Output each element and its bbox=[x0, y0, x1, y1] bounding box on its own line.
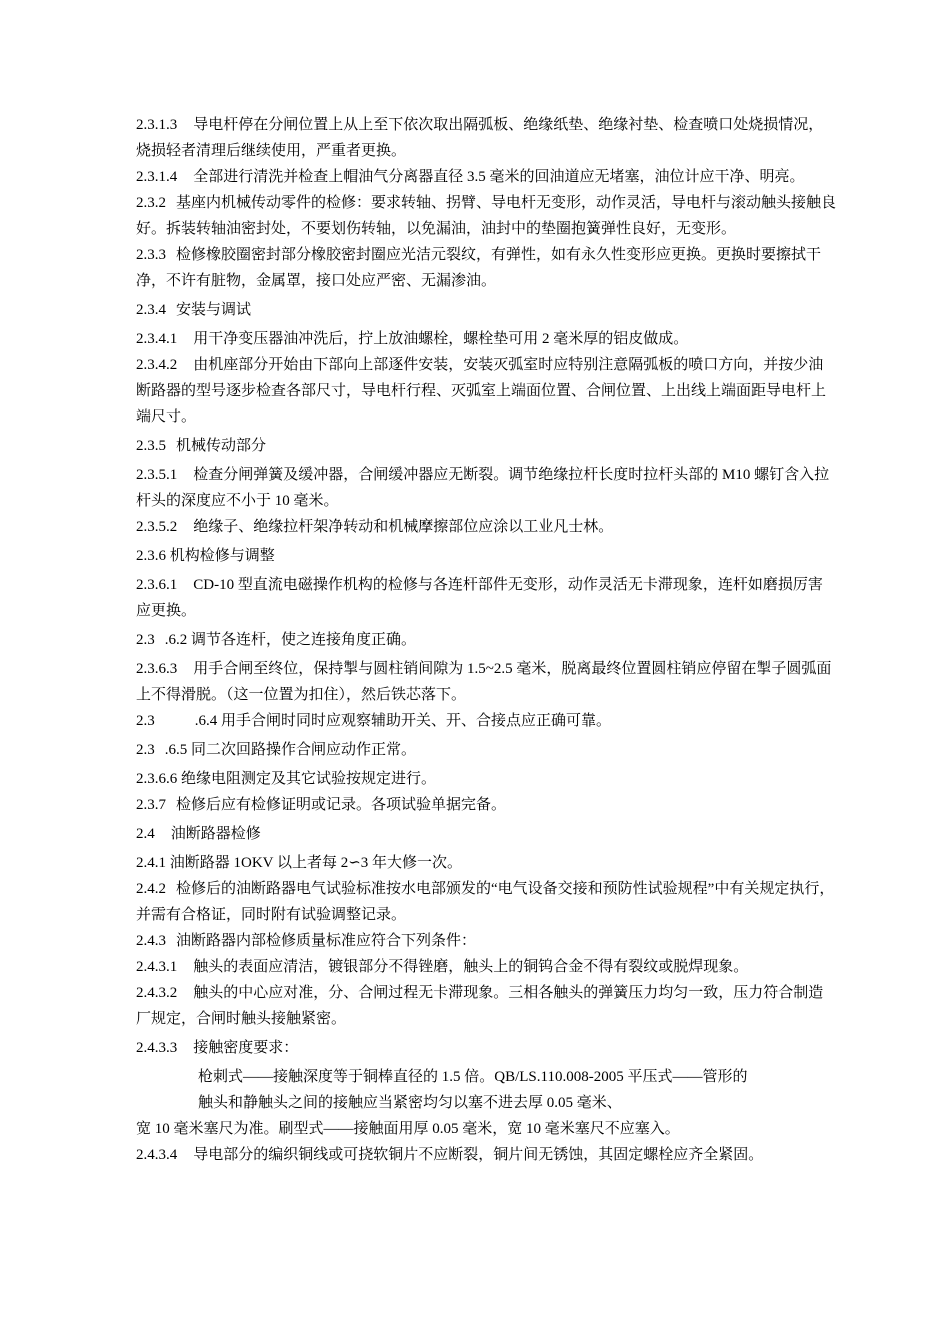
paragraph-text: 安装与调试 bbox=[176, 302, 252, 318]
paragraph bbox=[136, 627, 836, 653]
paragraph bbox=[136, 514, 836, 540]
section-number: 2.3.1.3 bbox=[136, 117, 178, 133]
indented-line: 触头和静触头之间的接触应当紧密均匀以塞不进去厚 0.05 毫米、 bbox=[198, 1095, 622, 1111]
section-number: 2.3.2 bbox=[136, 195, 166, 211]
section-number: 2.4.3.1 bbox=[136, 959, 178, 975]
paragraph bbox=[136, 792, 836, 818]
paragraph-text: 机械传动部分 bbox=[176, 438, 267, 454]
section-number: 2.3.5 bbox=[136, 438, 166, 454]
section-number: 2.3.5.2 bbox=[136, 519, 178, 535]
paragraph-text: 油断路器检修 bbox=[170, 826, 261, 842]
paragraph-text: 检修后的油断路器电气试验标准按水电部颁发的“电气设备交接和预防性试验规程”中有关规定执行，并需有合格证，同时附有试验调整记录。 bbox=[136, 881, 835, 923]
paragraph bbox=[136, 954, 836, 980]
paragraph bbox=[136, 850, 836, 876]
paragraph-text: 用干净变压器油冲洗后，拧上放油螺栓，螺栓垫可用 2 毫米厚的铝皮做成。 bbox=[193, 331, 689, 347]
paragraph bbox=[136, 928, 836, 954]
paragraph-text: 由机座部分开始由下部向上部逐件安装，安装灭弧室时应特别注意隔弧板的喷口方向，并按少油断路器的型号逐步检查各部尺寸，导电杆行程、灭弧室上端面位置、合闸位置、上出线上端面距导电杆上端尺寸。 bbox=[136, 357, 827, 425]
paragraph bbox=[136, 242, 836, 294]
paragraph bbox=[136, 164, 836, 190]
section-number: 2.3.6.1 bbox=[136, 577, 178, 593]
section-number: 2.4.3.3 bbox=[136, 1040, 178, 1056]
section-number: 2.4 bbox=[136, 826, 155, 842]
paragraph bbox=[136, 326, 836, 352]
paragraph bbox=[136, 462, 836, 514]
paragraph bbox=[136, 352, 836, 430]
paragraph bbox=[136, 737, 836, 763]
paragraph-text: 全部进行清洗并检查上帽油气分离器直径 3.5 毫米的回油道应无堵塞，油位计应干净、明亮。 bbox=[193, 169, 805, 185]
paragraph-text: 2.4.1 油断路器 1OKV 以上者每 2∽3 年大修一次。 bbox=[136, 855, 463, 871]
paragraph bbox=[136, 433, 836, 459]
section-number: 2.3.4.2 bbox=[136, 357, 178, 373]
paragraph-text: 2.3.6 机构检修与调整 bbox=[136, 548, 275, 564]
paragraph-text: 触头的中心应对准，分、合闸过程无卡滞现象。三相各触头的弹簧压力均匀一致，压力符合制造厂规定，合闸时触头接触紧密。 bbox=[136, 985, 824, 1027]
section-number: 2.3 bbox=[136, 713, 155, 729]
paragraph-text: 2.3.6.6 绝缘电阻测定及其它试验按规定进行。 bbox=[136, 771, 437, 787]
paragraph-text: 触头的表面应清洁，镀银部分不得锉磨，触头上的铜钨合金不得有裂纹或脱焊现象。 bbox=[193, 959, 749, 975]
section-number: 2.3.1.4 bbox=[136, 169, 178, 185]
section-number: 2.4.3 bbox=[136, 933, 166, 949]
section-number: 2.3.7 bbox=[136, 797, 166, 813]
paragraph-text: .6.4 用手合闸时同时应观察辅助开关、开、合接点应正确可靠。 bbox=[164, 713, 612, 729]
paragraph-text: 检修橡胶圈密封部分橡胶密封圈应光洁元裂纹，有弹性，如有永久性变形应更换。更换时要擦拭干净，不许有脏物，金属罩，接口处应严密、无漏渗油。 bbox=[136, 247, 822, 289]
paragraph bbox=[136, 708, 836, 734]
paragraph-text: 接触密度要求： bbox=[193, 1040, 299, 1056]
document-body bbox=[136, 112, 836, 1168]
paragraph-text: 导电部分的编织铜线或可挠软铜片不应断裂，铜片间无锈蚀，其固定螺栓应齐全紧固。 bbox=[193, 1147, 764, 1163]
paragraph-text: 基座内机械传动零件的检修：要求转轴、拐臂、导电杆无变形，动作灵活，导电杆与滚动触头接触良好。拆装转轴油密封处，不要划伤转轴，以免漏油，油封中的垫圈抱簧弹性良好，无变形。 bbox=[136, 195, 837, 237]
paragraph bbox=[136, 656, 836, 708]
paragraph-text: .6.5 同二次回路操作合闸应动作正常。 bbox=[164, 742, 417, 758]
paragraph bbox=[136, 1116, 836, 1142]
section-number: 2.4.2 bbox=[136, 881, 166, 897]
section-number: 2.3 bbox=[136, 632, 155, 648]
paragraph-text: 检修后应有检修证明或记录。各项试验单据完备。 bbox=[176, 797, 507, 813]
paragraph-text: 导电杆停在分闸位置上从上至下依次取出隔弧板、绝缘纸垫、绝缘衬垫、检查喷口处烧损情况，烧损轻者清理后继续使用，严重者更换。 bbox=[136, 117, 824, 159]
paragraph bbox=[136, 297, 836, 323]
paragraph-text: 用手合闸至终位，保持掣与圆柱销间隙为 1.5~2.5 毫米，脱离最终位置圆柱销应停留在掣子圆弧面上不得滑脱。（这一位置为扣住），然后铁芯落下。 bbox=[136, 661, 832, 703]
section-number: 2.3.5.1 bbox=[136, 467, 178, 483]
paragraph bbox=[136, 190, 836, 242]
paragraph bbox=[136, 766, 836, 792]
paragraph-text: 油断路器内部检修质量标准应符合下列条件： bbox=[176, 933, 477, 949]
paragraph bbox=[136, 1035, 836, 1061]
paragraph bbox=[136, 821, 836, 847]
paragraph-text: .6.2 调节各连杆，使之连接角度正确。 bbox=[164, 632, 417, 648]
indented-line: 枪刺式——接触深度等于铜棒直径的 1.5 倍。QB/LS.110.008-2005 平压式——管形的 bbox=[198, 1069, 748, 1085]
section-number: 2.4.3.4 bbox=[136, 1147, 178, 1163]
section-number: 2.3.4.1 bbox=[136, 331, 178, 347]
paragraph bbox=[136, 543, 836, 569]
section-number: 2.4.3.2 bbox=[136, 985, 178, 1001]
paragraph bbox=[136, 980, 836, 1032]
paragraph-text: CD-10 型直流电磁操作机构的检修与各连杆部件无变形，动作灵活无卡滞现象，连杆如磨损厉害应更换。 bbox=[136, 577, 823, 619]
paragraph bbox=[136, 112, 836, 164]
paragraph bbox=[136, 876, 836, 928]
paragraph bbox=[136, 1142, 836, 1168]
paragraph-text: 检查分闸弹簧及缓冲器，合闸缓冲器应无断裂。调节绝缘拉杆长度时拉杆头部的 M10 螺钉含入拉杆头的深度应不小于 10 毫米。 bbox=[136, 467, 830, 509]
section-number: 2.3.3 bbox=[136, 247, 166, 263]
section-number: 2.3.4 bbox=[136, 302, 166, 318]
paragraph bbox=[136, 572, 836, 624]
section-number: 2.3 bbox=[136, 742, 155, 758]
section-number: 2.3.6.3 bbox=[136, 661, 178, 677]
paragraph-text: 绝缘子、绝缘拉杆架净转动和机械摩擦部位应涂以工业凡士林。 bbox=[193, 519, 614, 535]
paragraph-text: 宽 10 毫米塞尺为准。刷型式——接触面用厚 0.05 毫米，宽 10 毫米塞尺不应塞入。 bbox=[136, 1121, 680, 1137]
